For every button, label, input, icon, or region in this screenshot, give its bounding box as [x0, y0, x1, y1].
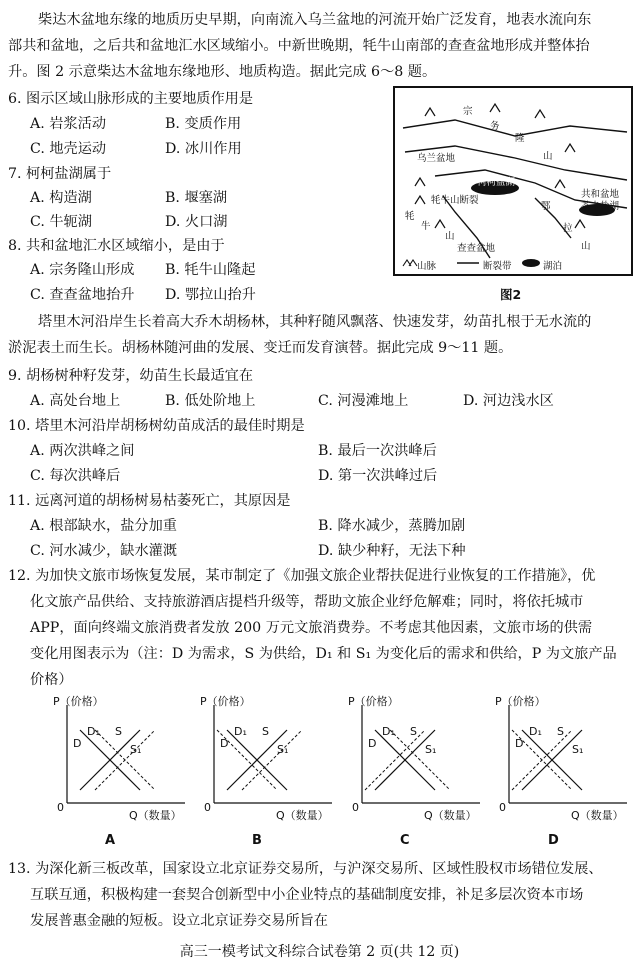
- graph-c-s: S: [410, 725, 417, 738]
- graph-a-d1: D₁: [87, 725, 100, 738]
- graph-d-q-label: Q（数量）: [571, 809, 624, 822]
- q11-stem: 11. 远离河道的胡杨树易枯萎死亡，其原因是: [8, 493, 291, 509]
- q8-option-c: C. 查查盆地抬升: [30, 287, 135, 303]
- q6-option-d: D. 冰川作用: [165, 141, 242, 157]
- q9-option-c: C. 河漫滩地上: [318, 393, 409, 409]
- graph-d-s: S: [557, 725, 564, 738]
- graph-d-origin: 0: [499, 801, 506, 814]
- q7-option-d: D. 火口湖: [165, 214, 228, 230]
- graph-b-svg: [192, 695, 337, 820]
- map-label-fault: 牦牛山断裂: [431, 195, 479, 206]
- graph-b-s1: S₁: [277, 743, 289, 756]
- graph-a-s: S: [115, 725, 122, 738]
- graph-b-origin: 0: [204, 801, 211, 814]
- graph-c-origin: 0: [352, 801, 359, 814]
- intro-line-1: 柴达木盆地东缘的地质历史早期，向南流入乌兰盆地的河流开始广泛发育，地表水流向东: [38, 12, 592, 28]
- q13-line-2: 互联互通，积极构建一套契合创新型中小企业特点的基础制度安排，补足多层次资本市场: [30, 887, 584, 903]
- q10-option-a: A. 两次洪峰之间: [30, 443, 135, 459]
- graph-c-svg: [340, 695, 485, 820]
- q13-line-1: 13. 为深化新三板改革，国家设立北京证券交易所，与沪深交易所、区域性股权市场错位发展、: [8, 861, 603, 877]
- graph-c-s1: S₁: [425, 743, 437, 756]
- map-label-niu: 牛: [421, 221, 431, 232]
- graph-d-d1: D₁: [529, 725, 542, 738]
- graph-caption-d: D: [548, 833, 559, 848]
- graph-d-s1: S₁: [572, 743, 584, 756]
- q8-option-b: B. 牦牛山隆起: [165, 262, 256, 278]
- graph-c-q-label: Q（数量）: [424, 809, 477, 822]
- q10-option-d: D. 第一次洪峰过后: [318, 468, 438, 484]
- q12-line-1: 12. 为加快文旅市场恢复发展，某市制定了《加强文旅企业帮扶促进行业恢复的工作措施》，优: [8, 568, 596, 584]
- map-label-mao: 牦: [405, 211, 415, 222]
- legend-mountain-label: 山脉: [417, 261, 437, 272]
- graph-a-q-label: Q（数量）: [129, 809, 182, 822]
- map-label-la: 拉: [563, 223, 573, 234]
- intro2-line-1: 塔里木河沿岸生长着高大乔木胡杨林，其种籽随风飘落、快速发芽，幼苗扎根于无水流的: [38, 314, 592, 330]
- graph-a: [45, 695, 190, 820]
- q12-line-2: 化文旅产品供给、支持旅游酒店提档升级等，帮助文旅企业纾危解难；同时，将依托城市: [30, 594, 584, 610]
- map-label-chacha: 查查盆地: [457, 243, 496, 254]
- graph-a-p-label: P（价格）: [53, 695, 104, 708]
- map-label-shan: 山: [543, 151, 553, 162]
- q6-option-a: A. 岩浆活动: [30, 116, 107, 132]
- map-label-wulan: 乌兰盆地: [417, 153, 456, 164]
- q8-stem: 8. 共和盆地汇水区域缩小，是由于: [8, 238, 225, 254]
- graph-caption-b: B: [252, 833, 262, 848]
- graph-b-d1: D₁: [234, 725, 247, 738]
- map-label-wu: 务: [490, 121, 500, 132]
- graph-b-q-label: Q（数量）: [276, 809, 329, 822]
- figure-2-caption: 图2: [500, 287, 522, 302]
- graph-b-d: D: [220, 737, 229, 750]
- graph-b-p-label: P（价格）: [200, 695, 251, 708]
- legend-lake-icon: [522, 259, 540, 267]
- q10-option-b: B. 最后一次洪峰后: [318, 443, 437, 459]
- q11-option-a: A. 根部缺水，盐分加重: [30, 518, 177, 534]
- q10-option-c: C. 每次洪峰后: [30, 468, 121, 484]
- map-label-zong: 宗: [463, 106, 473, 117]
- legend-lake-label: 湖泊: [543, 261, 563, 272]
- q12-line-4: 变化用图表示为（注：D 为需求，S 为供给，D₁ 和 S₁ 为变化后的需求和供给，P 为文旅产品: [30, 646, 617, 662]
- q9-option-d: D. 河边浅水区: [463, 393, 554, 409]
- legend-mountain-icon: [403, 260, 417, 266]
- q11-option-c: C. 河水减少，缺水灌溉: [30, 543, 178, 559]
- q6-option-b: B. 变质作用: [165, 116, 242, 132]
- q7-stem: 7. 柯柯盐湖属于: [8, 166, 112, 182]
- graph-a-d: D: [73, 737, 82, 750]
- graph-a-s1: S₁: [130, 743, 142, 756]
- map-label-shan2: 山: [445, 231, 455, 242]
- page-footer: 高三一模考试文科综合试卷第 2 页(共 12 页): [179, 944, 460, 960]
- graph-d-d: D: [515, 737, 524, 750]
- q10-stem: 10. 塔里木河沿岸胡杨树幼苗成活的最佳时期是: [8, 418, 305, 434]
- q11-option-d: D. 缺少种籽，无法下种: [318, 543, 466, 559]
- graph-c-d: D: [368, 737, 377, 750]
- graph-c: [340, 695, 485, 820]
- q7-option-a: A. 构造湖: [30, 190, 92, 206]
- q7-option-b: B. 堰塞湖: [165, 190, 228, 206]
- q13-line-3: 发展普惠金融的短板。设立北京证券交易所旨在: [30, 913, 328, 929]
- intro2-line-2: 淤泥表土而生长。胡杨林随河曲的发展、变迁而发育演替。据此完成 9～11 题。: [8, 340, 513, 356]
- graph-b-s: S: [262, 725, 269, 738]
- q12-line-5: 价格）: [30, 672, 73, 688]
- q8-option-d: D. 鄂拉山抬升: [165, 287, 256, 303]
- graph-c-d1: D₁: [382, 725, 395, 738]
- map-label-chaka: 茶卡盐湖: [581, 201, 620, 212]
- graph-c-p-label: P（价格）: [348, 695, 399, 708]
- graph-a-svg: [45, 695, 190, 820]
- graph-d-p-label: P（价格）: [495, 695, 546, 708]
- q9-option-a: A. 高处台地上: [30, 393, 121, 409]
- q7-option-c: C. 牛轭湖: [30, 214, 92, 230]
- map-label-gonghe: 共和盆地: [581, 189, 620, 200]
- graph-caption-c: C: [400, 833, 410, 848]
- q9-stem: 9. 胡杨树种籽发芽，幼苗生长最适宜在: [8, 368, 254, 384]
- q8-option-a: A. 宗务隆山形成: [30, 262, 135, 278]
- graph-caption-a: A: [105, 833, 116, 848]
- graph-b: [192, 695, 337, 820]
- graph-d-svg: [487, 695, 632, 820]
- legend-fault-label: 断裂带: [483, 261, 512, 272]
- map-label-e: 鄂: [541, 201, 551, 212]
- graph-d: [487, 695, 632, 820]
- q11-option-b: B. 降水减少，蒸腾加剧: [318, 518, 466, 534]
- q12-line-3: APP，面向终端文旅消费者发放 200 万元文旅消费券。不考虑其他因素，文旅市场的供需: [30, 620, 593, 636]
- map-label-long: 隆: [515, 133, 525, 144]
- q9-option-b: B. 低处阶地上: [165, 393, 256, 409]
- intro-line-3: 升。图 2 示意柴达木盆地东缘地形、地质构造。据此完成 6～8 题。: [8, 64, 437, 80]
- q6-option-c: C. 地壳运动: [30, 141, 107, 157]
- graph-a-origin: 0: [57, 801, 64, 814]
- figure-2-map: [393, 86, 633, 276]
- q6-stem: 6. 图示区域山脉形成的主要地质作用是: [8, 91, 254, 107]
- map-label-keke: 柯柯盐湖: [477, 177, 516, 188]
- map-label-shan3: 山: [581, 241, 591, 252]
- intro-line-2: 部共和盆地，之后共和盆地汇水区域缩小。中新世晚期，牦牛山南部的查查盆地形成并整体抬: [8, 38, 590, 54]
